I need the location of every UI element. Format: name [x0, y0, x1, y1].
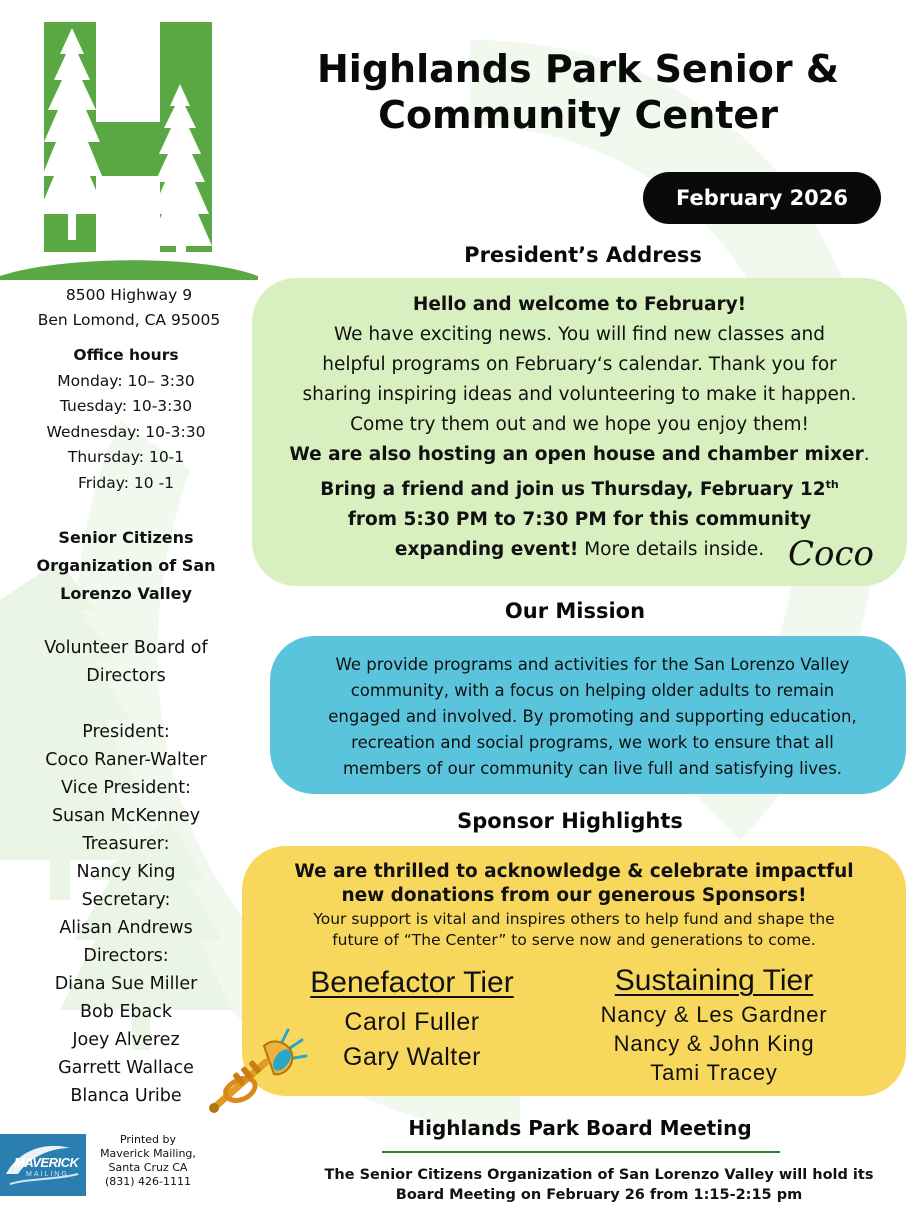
trumpet-icon — [202, 1024, 310, 1120]
board-member: Blanca Uribe — [70, 1086, 182, 1106]
hours-line: Friday: 10 -1 — [77, 473, 175, 492]
mission-heading: Our Mission — [504, 599, 646, 623]
mission-statement — [300, 652, 885, 782]
board-meeting-heading: Highlands Park Board Meeting — [408, 1116, 752, 1140]
page-title — [258, 46, 898, 138]
maverick-mailing-logo — [0, 1134, 86, 1196]
address-line: Ben Lomond, CA 95005 — [37, 311, 221, 329]
board-member: Susan McKenney — [51, 806, 201, 826]
sponsor-name: Tami Tracey — [650, 1060, 778, 1085]
sponsor-name: Nancy & Les Gardner — [600, 1002, 828, 1027]
board-role: Secretary: — [81, 890, 171, 910]
event-line: from 5:30 PM to 7:30 PM for this community — [347, 509, 812, 531]
message-line: sharing inspiring ideas and volunteering to make it happen. — [302, 384, 857, 405]
board-member: Garrett Wallace — [58, 1058, 194, 1078]
organization-name — [0, 524, 252, 608]
open-house-line: We are also hosting an open house and chamber mixer — [289, 444, 864, 465]
hours-line: Monday: 10– 3:30 — [57, 371, 195, 390]
board-member: Coco Raner-Walter — [45, 750, 207, 770]
mission-line: recreation and social programs, we work to ensure that all — [351, 733, 834, 752]
benefactor-tier-heading: Benefactor Tier — [310, 966, 514, 999]
title-line: Community Center — [378, 93, 778, 137]
punctuation: . — [863, 444, 870, 465]
board-role: Directors: — [83, 946, 169, 966]
ordinal-suffix: th — [825, 478, 839, 491]
org-line: Lorenzo Valley — [60, 584, 192, 603]
divider — [382, 1151, 780, 1153]
org-line: Organization of San — [36, 556, 216, 575]
sustaining-tier-list — [566, 1000, 862, 1087]
meeting-line: The Senior Citizens Organization of San Lorenzo Valley will hold its — [324, 1167, 874, 1183]
sponsor-lead-line: We are thrilled to acknowledge & celebrate impactful — [294, 861, 854, 882]
org-line: Senior Citizens — [58, 528, 194, 547]
mission-line: community, with a focus on helping older adults to remain — [350, 681, 835, 700]
hours-line: Wednesday: 10-3:30 — [46, 422, 206, 441]
president-greeting: Hello and welcome to February! — [412, 294, 747, 315]
mission-line: engaged and involved. By promoting and supporting education, — [328, 707, 857, 726]
address-block — [0, 283, 258, 333]
board-member: Bob Eback — [79, 1002, 173, 1022]
board-member: Alisan Andrews — [59, 918, 193, 938]
sponsor-name: Gary Walter — [343, 1043, 481, 1071]
sponsor-sub-line: future of “The Center” to serve now and generations to come. — [332, 931, 816, 949]
sponsor-name: Carol Fuller — [344, 1008, 480, 1036]
board-meeting-notice — [300, 1165, 898, 1205]
hours-line: Thursday: 10-1 — [67, 448, 185, 466]
hours-line: Tuesday: 10-3:30 — [59, 397, 193, 415]
logo-subtext: MAILING — [26, 1171, 69, 1178]
board-member: Nancy King — [76, 862, 176, 882]
sponsor-name: Nancy & John King — [613, 1031, 815, 1056]
printer-line: Printed by — [119, 1133, 177, 1146]
event-line: Bring a friend and join us Thursday, February 12 — [320, 479, 826, 501]
board-heading: Volunteer Board of — [44, 638, 208, 658]
message-line: Come try them out and we hope you enjoy them! — [350, 414, 809, 435]
printer-line: Santa Cruz CA — [108, 1161, 188, 1174]
sponsor-sub-line: Your support is vital and inspires others to help fund and shape the — [313, 910, 835, 928]
office-hours — [0, 343, 252, 496]
sponsor-lead — [248, 860, 900, 908]
mission-line: We provide programs and activities for the San Lorenzo Valley — [335, 655, 850, 674]
board-role: Vice President: — [61, 778, 191, 798]
event-line: expanding event! — [394, 539, 579, 561]
sponsor-lead-line: new donations from our generous Sponsors! — [341, 885, 807, 906]
event-line-rest: More details inside. — [578, 539, 765, 561]
sustaining-tier-heading: Sustaining Tier — [614, 964, 814, 997]
printer-credit — [88, 1133, 208, 1189]
message-line: helpful programs on February‘s calendar. Thank you for — [322, 354, 837, 375]
sponsor-subtext — [248, 909, 900, 951]
board-heading: Directors — [86, 666, 166, 686]
printer-line: Maverick Mailing, — [100, 1147, 196, 1160]
address-line: 8500 Highway 9 — [65, 286, 193, 304]
mission-line: members of our community can live full and satisfying lives. — [342, 759, 843, 778]
printer-line: (831) 426-1111 — [104, 1175, 192, 1188]
board-member: Joey Alverez — [72, 1030, 180, 1050]
board-role: President: — [82, 722, 170, 742]
date-badge: February 2026 — [643, 172, 881, 224]
logo-text: MAVERICK — [14, 1155, 79, 1170]
message-line: We have exciting news. You will find new classes and — [333, 324, 826, 345]
office-hours-heading: Office hours — [73, 346, 179, 364]
center-logo — [0, 18, 258, 280]
meeting-line: Board Meeting on February 26 from 1:15-2:15 pm — [395, 1187, 803, 1203]
title-line: Highlands Park Senior & — [317, 47, 839, 91]
president-message — [252, 290, 907, 565]
president-heading: President’s Address — [464, 243, 702, 267]
president-signature: Coco — [788, 534, 874, 574]
sponsor-heading: Sponsor Highlights — [457, 809, 683, 833]
board-role: Treasurer: — [82, 834, 170, 854]
board-member: Diana Sue Miller — [54, 974, 198, 994]
